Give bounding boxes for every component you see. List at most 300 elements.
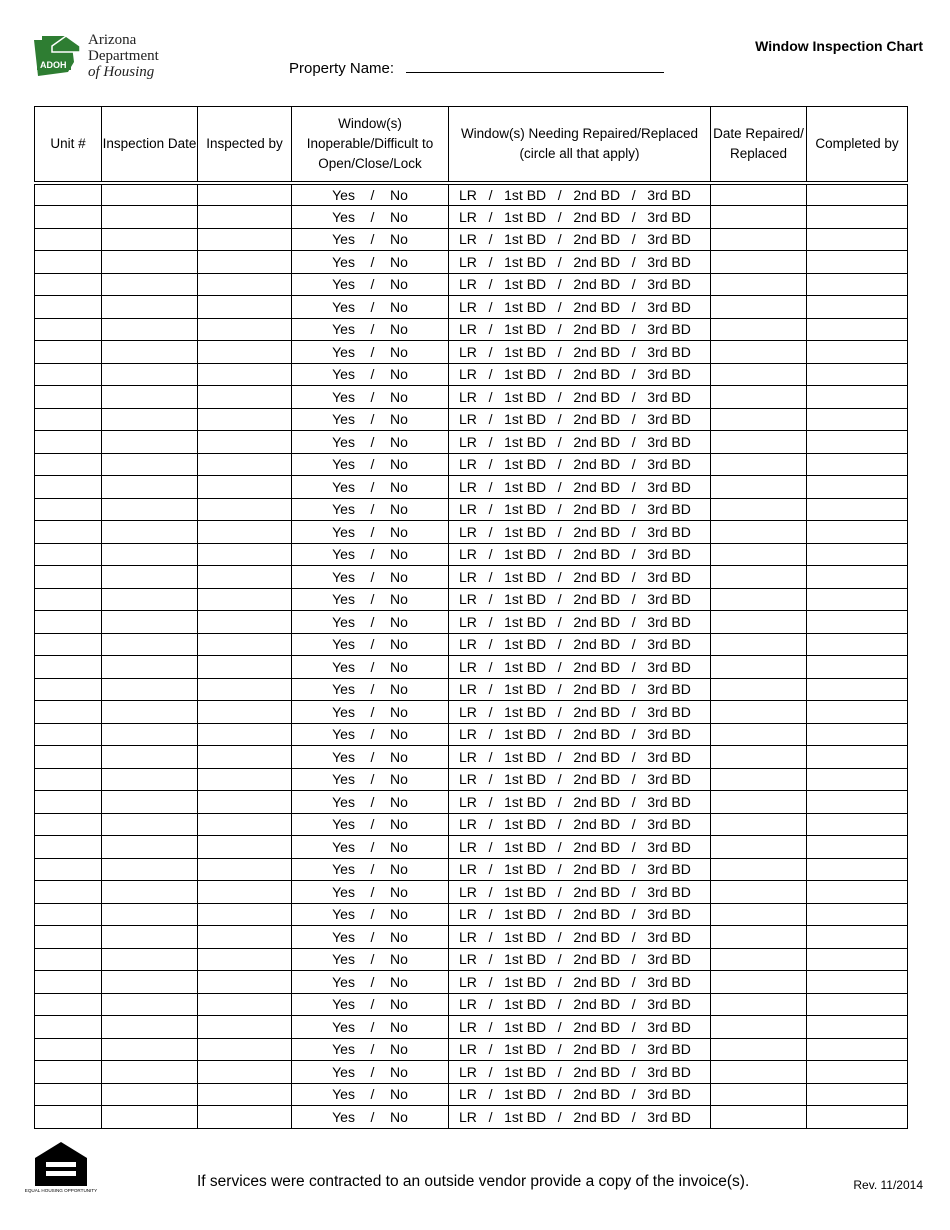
date-repaired-cell[interactable] [711,858,807,881]
inoperable-choice-cell[interactable]: Yes / No [292,701,449,724]
window-rooms-choice-cell[interactable]: LR / 1st BD / 2nd BD / 3rd BD [449,498,711,521]
date-repaired-cell[interactable] [711,836,807,859]
inspection-date-cell[interactable] [102,318,198,341]
window-rooms-choice-cell[interactable]: LR / 1st BD / 2nd BD / 3rd BD [449,1083,711,1106]
inspection-date-cell[interactable] [102,768,198,791]
inoperable-choice-cell[interactable]: Yes / No [292,566,449,589]
unit-cell[interactable] [35,273,102,296]
date-repaired-cell[interactable] [711,948,807,971]
completed-by-cell[interactable] [807,723,908,746]
inspected-by-cell[interactable] [198,903,292,926]
inspection-date-cell[interactable] [102,1061,198,1084]
unit-cell[interactable] [35,341,102,364]
inspection-date-cell[interactable] [102,926,198,949]
inspected-by-cell[interactable] [198,971,292,994]
inoperable-choice-cell[interactable]: Yes / No [292,318,449,341]
date-repaired-cell[interactable] [711,363,807,386]
date-repaired-cell[interactable] [711,1106,807,1129]
unit-cell[interactable] [35,746,102,769]
window-rooms-choice-cell[interactable]: LR / 1st BD / 2nd BD / 3rd BD [449,656,711,679]
inspected-by-cell[interactable] [198,678,292,701]
unit-cell[interactable] [35,1016,102,1039]
completed-by-cell[interactable] [807,993,908,1016]
date-repaired-cell[interactable] [711,971,807,994]
window-rooms-choice-cell[interactable]: LR / 1st BD / 2nd BD / 3rd BD [449,408,711,431]
completed-by-cell[interactable] [807,746,908,769]
inspection-date-cell[interactable] [102,386,198,409]
unit-cell[interactable] [35,251,102,274]
inspected-by-cell[interactable] [198,543,292,566]
inspection-date-cell[interactable] [102,566,198,589]
window-rooms-choice-cell[interactable]: LR / 1st BD / 2nd BD / 3rd BD [449,791,711,814]
unit-cell[interactable] [35,903,102,926]
inspection-date-cell[interactable] [102,836,198,859]
unit-cell[interactable] [35,228,102,251]
date-repaired-cell[interactable] [711,611,807,634]
completed-by-cell[interactable] [807,251,908,274]
inspected-by-cell[interactable] [198,768,292,791]
inoperable-choice-cell[interactable]: Yes / No [292,498,449,521]
inoperable-choice-cell[interactable]: Yes / No [292,1106,449,1129]
window-rooms-choice-cell[interactable]: LR / 1st BD / 2nd BD / 3rd BD [449,1038,711,1061]
inoperable-choice-cell[interactable]: Yes / No [292,408,449,431]
inspected-by-cell[interactable] [198,611,292,634]
completed-by-cell[interactable] [807,341,908,364]
date-repaired-cell[interactable] [711,1016,807,1039]
window-rooms-choice-cell[interactable]: LR / 1st BD / 2nd BD / 3rd BD [449,566,711,589]
inoperable-choice-cell[interactable]: Yes / No [292,521,449,544]
unit-cell[interactable] [35,1083,102,1106]
completed-by-cell[interactable] [807,566,908,589]
unit-cell[interactable] [35,453,102,476]
window-rooms-choice-cell[interactable]: LR / 1st BD / 2nd BD / 3rd BD [449,273,711,296]
unit-cell[interactable] [35,1061,102,1084]
inspection-date-cell[interactable] [102,498,198,521]
window-rooms-choice-cell[interactable]: LR / 1st BD / 2nd BD / 3rd BD [449,903,711,926]
inoperable-choice-cell[interactable]: Yes / No [292,183,449,206]
inspection-date-cell[interactable] [102,341,198,364]
inspected-by-cell[interactable] [198,723,292,746]
unit-cell[interactable] [35,296,102,319]
window-rooms-choice-cell[interactable]: LR / 1st BD / 2nd BD / 3rd BD [449,611,711,634]
window-rooms-choice-cell[interactable]: LR / 1st BD / 2nd BD / 3rd BD [449,363,711,386]
unit-cell[interactable] [35,1106,102,1129]
inspected-by-cell[interactable] [198,296,292,319]
date-repaired-cell[interactable] [711,453,807,476]
inspection-date-cell[interactable] [102,723,198,746]
unit-cell[interactable] [35,543,102,566]
completed-by-cell[interactable] [807,791,908,814]
inoperable-choice-cell[interactable]: Yes / No [292,903,449,926]
window-rooms-choice-cell[interactable]: LR / 1st BD / 2nd BD / 3rd BD [449,588,711,611]
inspection-date-cell[interactable] [102,903,198,926]
inspected-by-cell[interactable] [198,588,292,611]
inoperable-choice-cell[interactable]: Yes / No [292,341,449,364]
inspection-date-cell[interactable] [102,1038,198,1061]
completed-by-cell[interactable] [807,948,908,971]
inoperable-choice-cell[interactable]: Yes / No [292,228,449,251]
inoperable-choice-cell[interactable]: Yes / No [292,206,449,229]
inoperable-choice-cell[interactable]: Yes / No [292,836,449,859]
unit-cell[interactable] [35,408,102,431]
completed-by-cell[interactable] [807,588,908,611]
date-repaired-cell[interactable] [711,1038,807,1061]
window-rooms-choice-cell[interactable]: LR / 1st BD / 2nd BD / 3rd BD [449,206,711,229]
inoperable-choice-cell[interactable]: Yes / No [292,633,449,656]
inspected-by-cell[interactable] [198,1016,292,1039]
inspection-date-cell[interactable] [102,746,198,769]
window-rooms-choice-cell[interactable]: LR / 1st BD / 2nd BD / 3rd BD [449,341,711,364]
date-repaired-cell[interactable] [711,903,807,926]
inspected-by-cell[interactable] [198,341,292,364]
unit-cell[interactable] [35,318,102,341]
date-repaired-cell[interactable] [711,566,807,589]
completed-by-cell[interactable] [807,453,908,476]
completed-by-cell[interactable] [807,476,908,499]
date-repaired-cell[interactable] [711,408,807,431]
window-rooms-choice-cell[interactable]: LR / 1st BD / 2nd BD / 3rd BD [449,228,711,251]
inspection-date-cell[interactable] [102,431,198,454]
window-rooms-choice-cell[interactable]: LR / 1st BD / 2nd BD / 3rd BD [449,633,711,656]
unit-cell[interactable] [35,948,102,971]
window-rooms-choice-cell[interactable]: LR / 1st BD / 2nd BD / 3rd BD [449,723,711,746]
unit-cell[interactable] [35,678,102,701]
date-repaired-cell[interactable] [711,228,807,251]
completed-by-cell[interactable] [807,431,908,454]
completed-by-cell[interactable] [807,881,908,904]
inspected-by-cell[interactable] [198,273,292,296]
inspection-date-cell[interactable] [102,521,198,544]
inoperable-choice-cell[interactable]: Yes / No [292,363,449,386]
date-repaired-cell[interactable] [711,1061,807,1084]
inoperable-choice-cell[interactable]: Yes / No [292,926,449,949]
inspected-by-cell[interactable] [198,656,292,679]
inspected-by-cell[interactable] [198,813,292,836]
window-rooms-choice-cell[interactable]: LR / 1st BD / 2nd BD / 3rd BD [449,701,711,724]
date-repaired-cell[interactable] [711,318,807,341]
inspection-date-cell[interactable] [102,363,198,386]
inspected-by-cell[interactable] [198,228,292,251]
date-repaired-cell[interactable] [711,206,807,229]
completed-by-cell[interactable] [807,633,908,656]
inspection-date-cell[interactable] [102,813,198,836]
completed-by-cell[interactable] [807,273,908,296]
inoperable-choice-cell[interactable]: Yes / No [292,858,449,881]
date-repaired-cell[interactable] [711,1083,807,1106]
date-repaired-cell[interactable] [711,521,807,544]
window-rooms-choice-cell[interactable]: LR / 1st BD / 2nd BD / 3rd BD [449,183,711,206]
inspection-date-cell[interactable] [102,701,198,724]
unit-cell[interactable] [35,611,102,634]
unit-cell[interactable] [35,431,102,454]
completed-by-cell[interactable] [807,656,908,679]
inspected-by-cell[interactable] [198,566,292,589]
inspected-by-cell[interactable] [198,453,292,476]
completed-by-cell[interactable] [807,768,908,791]
inspection-date-cell[interactable] [102,993,198,1016]
inspection-date-cell[interactable] [102,1016,198,1039]
inspection-date-cell[interactable] [102,273,198,296]
inoperable-choice-cell[interactable]: Yes / No [292,431,449,454]
window-rooms-choice-cell[interactable]: LR / 1st BD / 2nd BD / 3rd BD [449,926,711,949]
date-repaired-cell[interactable] [711,498,807,521]
unit-cell[interactable] [35,926,102,949]
inspection-date-cell[interactable] [102,678,198,701]
inoperable-choice-cell[interactable]: Yes / No [292,1016,449,1039]
inspection-date-cell[interactable] [102,296,198,319]
completed-by-cell[interactable] [807,296,908,319]
date-repaired-cell[interactable] [711,678,807,701]
inspected-by-cell[interactable] [198,363,292,386]
inoperable-choice-cell[interactable]: Yes / No [292,296,449,319]
inspected-by-cell[interactable] [198,386,292,409]
unit-cell[interactable] [35,566,102,589]
date-repaired-cell[interactable] [711,723,807,746]
date-repaired-cell[interactable] [711,881,807,904]
completed-by-cell[interactable] [807,521,908,544]
unit-cell[interactable] [35,206,102,229]
completed-by-cell[interactable] [807,903,908,926]
window-rooms-choice-cell[interactable]: LR / 1st BD / 2nd BD / 3rd BD [449,386,711,409]
window-rooms-choice-cell[interactable]: LR / 1st BD / 2nd BD / 3rd BD [449,971,711,994]
date-repaired-cell[interactable] [711,656,807,679]
completed-by-cell[interactable] [807,678,908,701]
inoperable-choice-cell[interactable]: Yes / No [292,791,449,814]
unit-cell[interactable] [35,183,102,206]
inspected-by-cell[interactable] [198,498,292,521]
inspected-by-cell[interactable] [198,1106,292,1129]
window-rooms-choice-cell[interactable]: LR / 1st BD / 2nd BD / 3rd BD [449,813,711,836]
completed-by-cell[interactable] [807,1106,908,1129]
inspection-date-cell[interactable] [102,611,198,634]
inoperable-choice-cell[interactable]: Yes / No [292,723,449,746]
date-repaired-cell[interactable] [711,476,807,499]
date-repaired-cell[interactable] [711,251,807,274]
completed-by-cell[interactable] [807,1083,908,1106]
date-repaired-cell[interactable] [711,543,807,566]
inspection-date-cell[interactable] [102,251,198,274]
window-rooms-choice-cell[interactable]: LR / 1st BD / 2nd BD / 3rd BD [449,948,711,971]
window-rooms-choice-cell[interactable]: LR / 1st BD / 2nd BD / 3rd BD [449,251,711,274]
inspected-by-cell[interactable] [198,746,292,769]
inoperable-choice-cell[interactable]: Yes / No [292,1083,449,1106]
table-row [35,431,908,454]
inspected-by-cell[interactable] [198,993,292,1016]
inspected-by-cell[interactable] [198,251,292,274]
unit-cell[interactable] [35,656,102,679]
unit-cell[interactable] [35,881,102,904]
inspection-date-cell[interactable] [102,588,198,611]
completed-by-cell[interactable] [807,858,908,881]
inspection-date-cell[interactable] [102,791,198,814]
window-rooms-choice-cell[interactable]: LR / 1st BD / 2nd BD / 3rd BD [449,746,711,769]
completed-by-cell[interactable] [807,183,908,206]
unit-cell[interactable] [35,633,102,656]
completed-by-cell[interactable] [807,228,908,251]
inspection-date-cell[interactable] [102,476,198,499]
inspected-by-cell[interactable] [198,476,292,499]
adoh-house-logo-icon [32,32,84,78]
window-rooms-choice-cell[interactable]: LR / 1st BD / 2nd BD / 3rd BD [449,476,711,499]
inspection-date-cell[interactable] [102,453,198,476]
inspected-by-cell[interactable] [198,1061,292,1084]
inspected-by-cell[interactable] [198,183,292,206]
unit-cell[interactable] [35,363,102,386]
completed-by-cell[interactable] [807,363,908,386]
inspection-date-cell[interactable] [102,183,198,206]
completed-by-cell[interactable] [807,206,908,229]
completed-by-cell[interactable] [807,498,908,521]
date-repaired-cell[interactable] [711,791,807,814]
completed-by-cell[interactable] [807,813,908,836]
unit-cell[interactable] [35,476,102,499]
inspected-by-cell[interactable] [198,701,292,724]
window-rooms-choice-cell[interactable]: LR / 1st BD / 2nd BD / 3rd BD [449,543,711,566]
window-rooms-choice-cell[interactable]: LR / 1st BD / 2nd BD / 3rd BD [449,1016,711,1039]
completed-by-cell[interactable] [807,1038,908,1061]
inoperable-choice-cell[interactable]: Yes / No [292,453,449,476]
inspection-date-cell[interactable] [102,543,198,566]
inspection-date-cell[interactable] [102,656,198,679]
completed-by-cell[interactable] [807,836,908,859]
inoperable-choice-cell[interactable]: Yes / No [292,881,449,904]
completed-by-cell[interactable] [807,386,908,409]
inspection-date-cell[interactable] [102,858,198,881]
inspection-date-cell[interactable] [102,408,198,431]
inspected-by-cell[interactable] [198,791,292,814]
inoperable-choice-cell[interactable]: Yes / No [292,543,449,566]
unit-cell[interactable] [35,701,102,724]
inspected-by-cell[interactable] [198,1038,292,1061]
date-repaired-cell[interactable] [711,813,807,836]
unit-cell[interactable] [35,858,102,881]
window-rooms-choice-cell[interactable]: LR / 1st BD / 2nd BD / 3rd BD [449,678,711,701]
completed-by-cell[interactable] [807,543,908,566]
inoperable-choice-cell[interactable]: Yes / No [292,768,449,791]
inspected-by-cell[interactable] [198,431,292,454]
unit-cell[interactable] [35,521,102,544]
date-repaired-cell[interactable] [711,341,807,364]
inoperable-choice-cell[interactable]: Yes / No [292,588,449,611]
window-rooms-choice-cell[interactable]: LR / 1st BD / 2nd BD / 3rd BD [449,858,711,881]
inoperable-choice-cell[interactable]: Yes / No [292,656,449,679]
inspection-date-cell[interactable] [102,948,198,971]
inoperable-choice-cell[interactable]: Yes / No [292,746,449,769]
completed-by-cell[interactable] [807,318,908,341]
completed-by-cell[interactable] [807,611,908,634]
inspection-date-cell[interactable] [102,228,198,251]
completed-by-cell[interactable] [807,926,908,949]
inspected-by-cell[interactable] [198,206,292,229]
date-repaired-cell[interactable] [711,926,807,949]
unit-cell[interactable] [35,1038,102,1061]
table-row [35,791,908,814]
unit-cell[interactable] [35,971,102,994]
window-rooms-choice-cell[interactable]: LR / 1st BD / 2nd BD / 3rd BD [449,1106,711,1129]
inspected-by-cell[interactable] [198,836,292,859]
inoperable-choice-cell[interactable]: Yes / No [292,971,449,994]
inspected-by-cell[interactable] [198,1083,292,1106]
inspection-date-cell[interactable] [102,206,198,229]
window-rooms-choice-cell[interactable]: LR / 1st BD / 2nd BD / 3rd BD [449,768,711,791]
date-repaired-cell[interactable] [711,183,807,206]
date-repaired-cell[interactable] [711,633,807,656]
date-repaired-cell[interactable] [711,746,807,769]
date-repaired-cell[interactable] [711,588,807,611]
property-name-field[interactable] [406,58,664,73]
completed-by-cell[interactable] [807,1016,908,1039]
window-rooms-choice-cell[interactable]: LR / 1st BD / 2nd BD / 3rd BD [449,318,711,341]
unit-cell[interactable] [35,588,102,611]
inspected-by-cell[interactable] [198,948,292,971]
inoperable-choice-cell[interactable]: Yes / No [292,993,449,1016]
inspected-by-cell[interactable] [198,881,292,904]
unit-cell[interactable] [35,836,102,859]
unit-cell[interactable] [35,993,102,1016]
completed-by-cell[interactable] [807,701,908,724]
window-rooms-choice-cell[interactable]: LR / 1st BD / 2nd BD / 3rd BD [449,521,711,544]
completed-by-cell[interactable] [807,971,908,994]
date-repaired-cell[interactable] [711,993,807,1016]
inspection-date-cell[interactable] [102,1106,198,1129]
inspected-by-cell[interactable] [198,633,292,656]
window-rooms-choice-cell[interactable]: LR / 1st BD / 2nd BD / 3rd BD [449,1061,711,1084]
unit-cell[interactable] [35,791,102,814]
inspected-by-cell[interactable] [198,408,292,431]
unit-cell[interactable] [35,723,102,746]
inspection-date-cell[interactable] [102,881,198,904]
unit-cell[interactable] [35,386,102,409]
inoperable-choice-cell[interactable]: Yes / No [292,678,449,701]
inspected-by-cell[interactable] [198,318,292,341]
date-repaired-cell[interactable] [711,768,807,791]
inoperable-choice-cell[interactable]: Yes / No [292,813,449,836]
date-repaired-cell[interactable] [711,273,807,296]
completed-by-cell[interactable] [807,1061,908,1084]
window-rooms-choice-cell[interactable]: LR / 1st BD / 2nd BD / 3rd BD [449,993,711,1016]
date-repaired-cell[interactable] [711,431,807,454]
inoperable-choice-cell[interactable]: Yes / No [292,251,449,274]
inspected-by-cell[interactable] [198,926,292,949]
inoperable-choice-cell[interactable]: Yes / No [292,386,449,409]
unit-cell[interactable] [35,498,102,521]
window-rooms-choice-cell[interactable]: LR / 1st BD / 2nd BD / 3rd BD [449,881,711,904]
inspected-by-cell[interactable] [198,858,292,881]
date-repaired-cell[interactable] [711,296,807,319]
date-repaired-cell[interactable] [711,386,807,409]
table-row [35,903,908,926]
inoperable-choice-cell[interactable]: Yes / No [292,611,449,634]
inspection-date-cell[interactable] [102,633,198,656]
inoperable-choice-cell[interactable]: Yes / No [292,476,449,499]
inoperable-choice-cell[interactable]: Yes / No [292,948,449,971]
window-rooms-choice-cell[interactable]: LR / 1st BD / 2nd BD / 3rd BD [449,296,711,319]
unit-cell[interactable] [35,813,102,836]
adoh-logo [32,32,182,86]
inoperable-choice-cell[interactable]: Yes / No [292,273,449,296]
window-rooms-choice-cell[interactable]: LR / 1st BD / 2nd BD / 3rd BD [449,836,711,859]
completed-by-cell[interactable] [807,408,908,431]
unit-cell[interactable] [35,768,102,791]
inspected-by-cell[interactable] [198,521,292,544]
window-rooms-choice-cell[interactable]: LR / 1st BD / 2nd BD / 3rd BD [449,431,711,454]
inspection-date-cell[interactable] [102,971,198,994]
date-repaired-cell[interactable] [711,701,807,724]
inoperable-choice-cell[interactable]: Yes / No [292,1061,449,1084]
inspection-date-cell[interactable] [102,1083,198,1106]
window-rooms-choice-cell[interactable]: LR / 1st BD / 2nd BD / 3rd BD [449,453,711,476]
inoperable-choice-cell[interactable]: Yes / No [292,1038,449,1061]
